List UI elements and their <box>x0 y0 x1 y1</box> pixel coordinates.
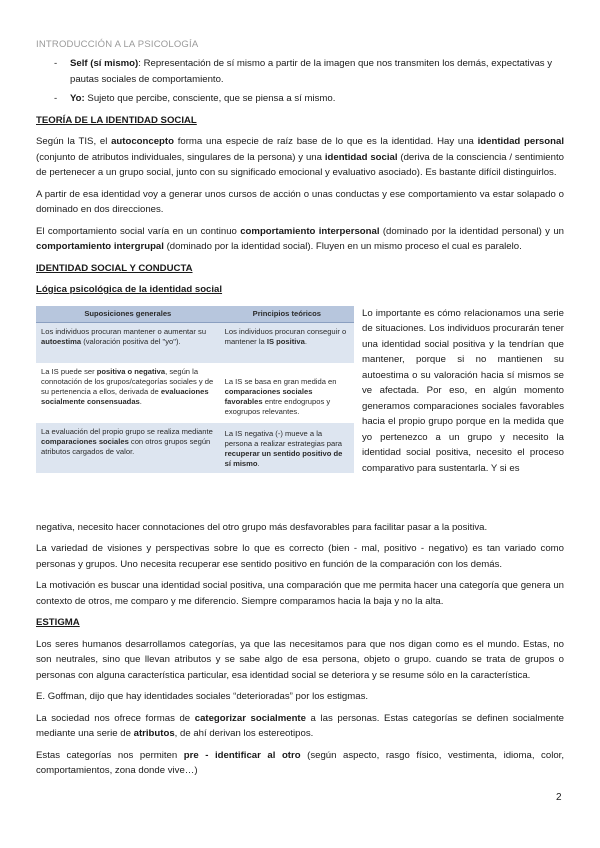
page-content <box>36 56 564 785</box>
paragraph-tis-3: El comportamiento social varía en un continuo comportamiento interpersonal (dominado por la identidad personal) y un comportamiento intergrupal (dominado por la identidad social). Fluyen en un mismo proceso el cual es paralelo. <box>36 225 564 252</box>
paragraph-pre-identificar: Estas categorías nos permiten pre - identificar al otro (según aspecto, rasgo físico, vestimenta, idioma, color, comportamientos, zona donde vive…) <box>36 749 564 776</box>
paragraph-categorizar: La sociedad nos ofrece formas de categorizar socialmente a las personas. Estas categorías se definen socialmente mediante una serie de atributos, de ahí derivan los estereotipos. <box>36 712 564 739</box>
table-header-suposiciones: Suposiciones generales <box>36 306 220 323</box>
table-row <box>36 363 354 423</box>
table-row <box>36 322 354 363</box>
definition-self: : Representación de sí mismo a partir de la imagen que nos transmiten los demás, expectativas y pautas sociales de comportamiento. <box>70 58 553 85</box>
paragraph-variedad: La variedad de visiones y perspectivas sobre lo que es correcto (bien - mal, positivo - negativo) es tan variado como personas y grupos. Uno necesita recuperar ese sentido positivo en función de la comparación con los demás. <box>36 543 564 570</box>
section-heading-estigma: ESTIGMA <box>36 617 80 628</box>
bullet-dash: - <box>54 93 58 104</box>
bullet-yo <box>36 91 564 107</box>
table-cell: La IS negativa (-) mueve a la persona a realizar estrategias para recuperar un sentido positivo de sí mismo. <box>220 423 354 473</box>
table-and-text <box>36 306 564 520</box>
paragraph-tis-1: Según la TIS, el autoconcepto forma una especie de raíz base de lo que es la identidad. Hay una identidad personal (conjunto de atributos individuales, singulares de la persona) y una identidad social (deriva de la consciencia / sentimiento de pertenecer a un grupo social, junto con su significado emocional y evaluativo asociado). Es bastante difícil distinguirlos. <box>36 136 564 178</box>
table-cell: La IS se basa en gran medida en comparaciones sociales favorables entre endogrupos y exogrupos relevantes. <box>220 363 354 423</box>
paragraph-motivacion: La motivación es buscar una identidad social positiva, una comparación que me permita hacer una categoría que genera un contexto de otros, me comparo y me diferencio. Siempre comparamos hacia la baja y no la alta. <box>36 580 564 607</box>
page-number: 2 <box>556 792 562 803</box>
paragraph-tis-2: A partir de esa identidad voy a generar unos cursos de acción o unas conductas y ese comportamiento va estar solapado o dominado en dos direcciones. <box>36 188 564 215</box>
table-cell: Los individuos procuran conseguir o mantener la IS positiva. <box>220 322 354 363</box>
definition-yo: Sujeto que percibe, consciente, que se piensa a sí mismo. <box>84 93 336 104</box>
table-cell: La evaluación del propio grupo se realiza mediante comparaciones sociales con otros grupos según atributos cargados de valor. <box>36 423 220 473</box>
table-cell: La IS puede ser positiva o negativa, según la connotación de los grupos/categorías sociales y de su pertenencia a ellos, derivada de evaluaciones socialmente consensuadas. <box>36 363 220 423</box>
paragraph-continuation: negativa, necesito hacer connotaciones del otro grupo más desfavorables para facilitar pasar a la positiva. <box>36 521 488 533</box>
paragraph-estigma-1: Los seres humanos desarrollamos categorías, ya que las necesitamos para que nos digan como es el mundo. Estas, no son neutrales, sino que llevan atributos y se sabe algo de esa persona, objeto o grupo. cuando se trata de grupos o personas con alguna característica particular, esa identidad social se deteriora y se resume sólo en la característica. <box>36 638 564 681</box>
table-row <box>36 423 354 473</box>
section-heading-tis: TEORÍA DE LA IDENTIDAD SOCIAL <box>36 114 197 126</box>
identity-table <box>36 306 354 473</box>
table-header-principios: Principios teóricos <box>220 306 354 323</box>
term-self: Self (sí mismo) <box>70 58 139 69</box>
table-cell: Los individuos procuran mantener o aumentar su autoestima (valoración positiva del "yo"). <box>36 322 220 363</box>
side-paragraph-text: Lo importante es cómo relacionamos una serie de situaciones. Los individuos procurarán tener una identidad social positiva y la tendrían que mantener, porque si no mantienen su autoestima o su valoración hacia sí mismos se ve afectada. Por eso, en algún momento generamos comparaciones sociales favorables hacia el propio grupo porque en la medida que yo pertenezco a un grupo y necesito la identidad social positiva, necesito el proceso comparativo para sustentarla. Y si es <box>362 307 564 474</box>
paragraph-goffman: E. Goffman, dijo que hay identidades sociales “deterioradas” por los estigmas. <box>36 691 369 702</box>
side-paragraph <box>362 306 564 477</box>
running-header: INTRODUCCIÓN A LA PSICOLOGÍA <box>36 39 199 50</box>
identity-table-wrapper <box>36 306 354 473</box>
term-yo: Yo: <box>70 93 85 104</box>
bullet-dash: - <box>54 58 58 69</box>
bullet-self <box>36 56 564 87</box>
section-heading-identidad-social: IDENTIDAD SOCIAL Y CONDUCTA <box>36 262 193 274</box>
subheading-logica: Lógica psicológica de la identidad social <box>36 284 223 295</box>
